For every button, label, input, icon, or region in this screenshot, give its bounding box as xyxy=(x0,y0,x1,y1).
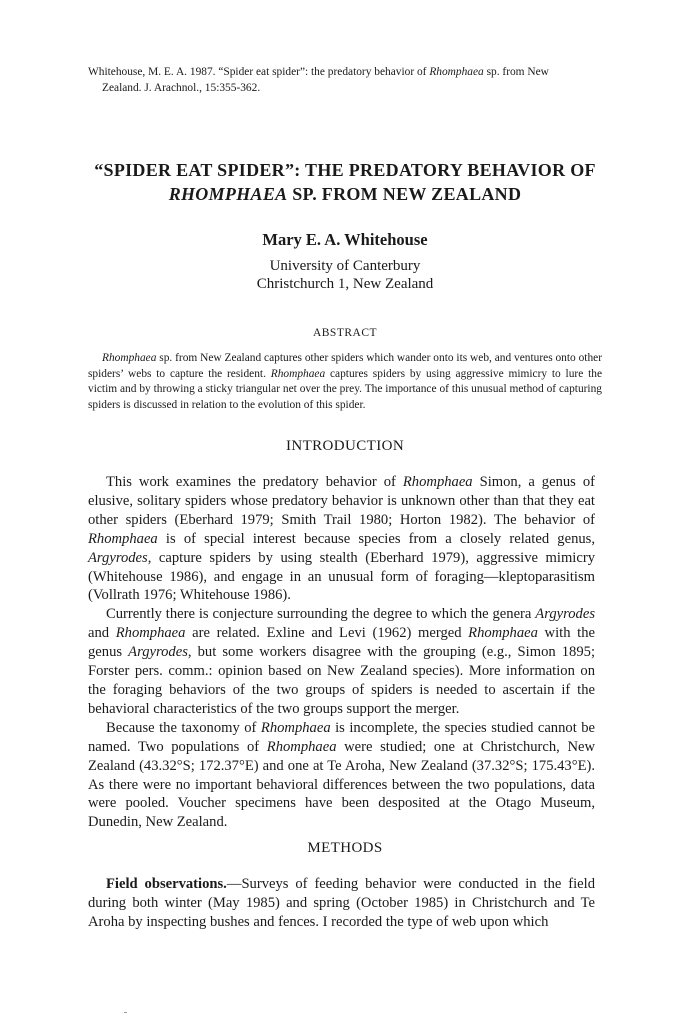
abstract-heading: ABSTRACT xyxy=(312,327,378,339)
affiliation-line1: University of Canterbury xyxy=(269,258,421,274)
intro-paragraph-1: This work examines the predatory behavior of Rhomphaea Simon, a genus of elusive, solitary spiders whose predatory behavior is unknown other than that they eat other spiders (Eberhard 1979; Smith Trail 1980; Horton 1982). The behavior of Rhomphaea is of special interest because species from a closely related genus, Argyrodes, capture spiders by using stealth (Eberhard 1979), aggressive mimicry (Whitehouse 1986), and engage in an unusual form of foraging—kleptoparasitism (Vollrath 1976; Whitehouse 1986). xyxy=(88,474,595,604)
author-affiliation xyxy=(0,257,690,293)
intro-paragraph-2: Currently there is conjecture surrounding the degree to which the genera Argyrodes and Rhomphaea are related. Exline and Levi (1962) merged Rhomphaea with the genus Argyrodes, but some workers disagree with the grouping (e.g., Simon 1895; Forster pers. comm.: opinion based on New Zealand species). More information on the foraging behaviors of the two groups of spiders is needed to ascertain if the behavioral characteristics of the two groups support the merger. xyxy=(88,606,596,717)
title-line2: RHOMPHAEA SP. FROM NEW ZEALAND xyxy=(168,184,522,204)
author-name: Mary E. A. Whitehouse xyxy=(262,230,428,249)
methods-paragraph-1: Field observations.—Surveys of feeding behavior were conducted in the field during both winter (May 1985) and spring (October 1985) in Christchurch and Te Aroha by inspecting bushes and fences. I recorded the type of web upon which xyxy=(88,876,596,930)
citation-line2: Zealand. J. Arachnol., 15:355-362. xyxy=(102,82,261,94)
intro-paragraph-3: Because the taxonomy of Rhomphaea is incomplete, the species studied cannot be named. Two populations of Rhomphaea were studied; one at Christchurch, New Zealand (43.32°S; 172.37°E) and one at Te Aroha, New Zealand (37.32°S; 175.43°E). As there were no important behavioral differences between the two populations, data were pooled. Voucher specimens have been desposited at the Otago Museum, Dunedin, New Zealand. xyxy=(88,719,596,831)
methods-heading: METHODS xyxy=(307,840,383,856)
page-mark xyxy=(124,1012,127,1013)
title-line1: “SPIDER EAT SPIDER”: THE PREDATORY BEHAVIOR OF xyxy=(94,160,596,180)
affiliation-line2: Christchurch 1, New Zealand xyxy=(256,276,434,292)
methods-body xyxy=(88,875,595,932)
abstract-text: Rhomphaea sp. from New Zealand captures other spiders which wander onto its web, and ventures onto other spiders’ webs to capture the resident. Rhomphaea captures spiders by using aggressive mimicry to lure the victim and by throwing a sticky triangular net over the prey. The importance of this unusual method of capturing spiders is discussed in relation to the evolution of this spider. xyxy=(88,352,602,411)
introduction-body xyxy=(88,473,595,832)
citation xyxy=(88,64,608,96)
introduction-heading: INTRODUCTION xyxy=(285,438,405,454)
citation-line1: Whitehouse, M. E. A. 1987. “Spider eat spider”: the predatory behavior of Rhomphaea sp. from New xyxy=(88,66,549,78)
article-title xyxy=(60,158,630,206)
